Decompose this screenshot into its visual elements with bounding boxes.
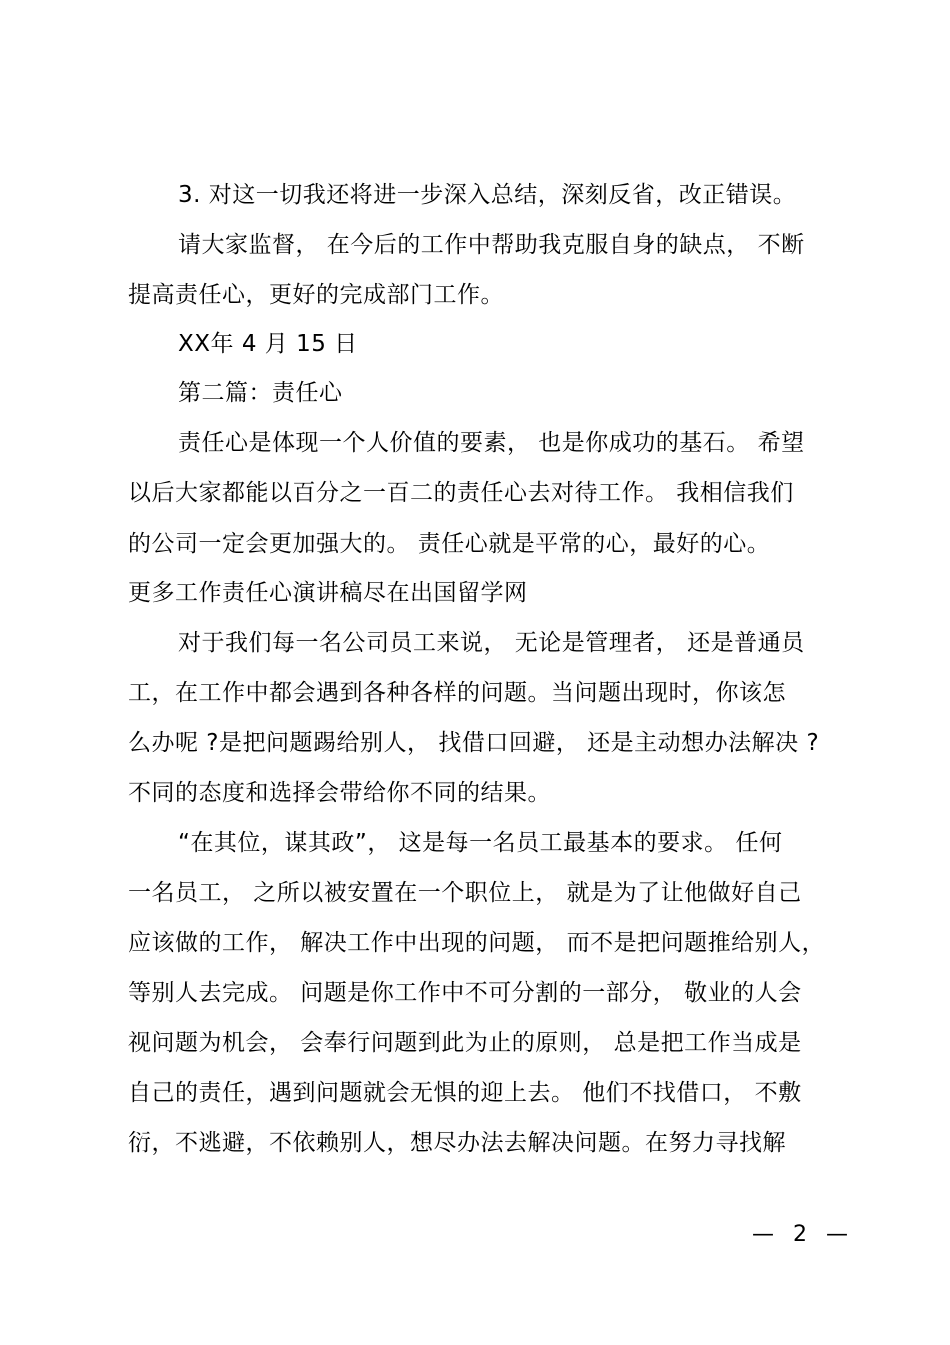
text-line-1: 3. 对这一切我还将进一步深入总结，深刻反省，改正错误。 <box>178 182 797 208</box>
text-line-8: 的公司一定会更加强大的。 责任心就是平常的心，最好的心。 <box>128 531 771 557</box>
text-line-13: 不同的态度和选择会带给你不同的结果。 <box>128 780 551 806</box>
text-line-10: 对于我们每一名公司员工来说， 无论是管理者， 还是普通员 <box>178 630 805 656</box>
date-line: XX年 4 月 15 日 <box>178 331 358 357</box>
text-line-3: 提高责任心，更好的完成部门工作。 <box>128 282 504 308</box>
text-line-2: 请大家监督， 在今后的工作中帮助我克服自身的缺点， 不断 <box>178 232 805 258</box>
text-line-12: 么办呢 ?是把问题踢给别人， 找借口回避， 还是主动想办法解决 ? <box>128 730 820 756</box>
page-number: — 2 — <box>752 1222 854 1247</box>
text-line-14: “在其位，谋其政”， 这是每一名员工最基本的要求。 任何 <box>178 830 783 856</box>
text-line-11: 工，在工作中都会遇到各种各样的问题。当问题出现时，你该怎 <box>128 680 786 706</box>
text-line-15: 一名员工， 之所以被安置在一个职位上， 就是为了让他做好自己 <box>128 880 802 906</box>
text-line-9: 更多工作责任心演讲稿尽在出国留学网 <box>128 580 528 606</box>
text-line-17: 等别人去完成。 问题是你工作中不可分割的一部分， 敬业的人会 <box>128 980 802 1006</box>
text-line-7: 以后大家都能以百分之一百二的责任心去对待工作。 我相信我们 <box>128 480 794 506</box>
section-heading: 第二篇：责任心 <box>178 380 343 406</box>
text-line-18: 视问题为机会， 会奉行问题到此为止的原则， 总是把工作当成是 <box>128 1030 802 1056</box>
text-line-19: 自己的责任，遇到问题就会无惧的迎上去。 他们不找借口， 不敷 <box>128 1080 802 1106</box>
text-line-16: 应该做的工作， 解决工作中出现的问题， 而不是把问题推给别人， <box>128 930 826 956</box>
text-line-6: 责任心是体现一个人价值的要素， 也是你成功的基石。 希望 <box>178 430 805 456</box>
text-line-20: 衍，不逃避，不依赖别人，想尽办法去解决问题。在努力寻找解 <box>128 1130 786 1156</box>
